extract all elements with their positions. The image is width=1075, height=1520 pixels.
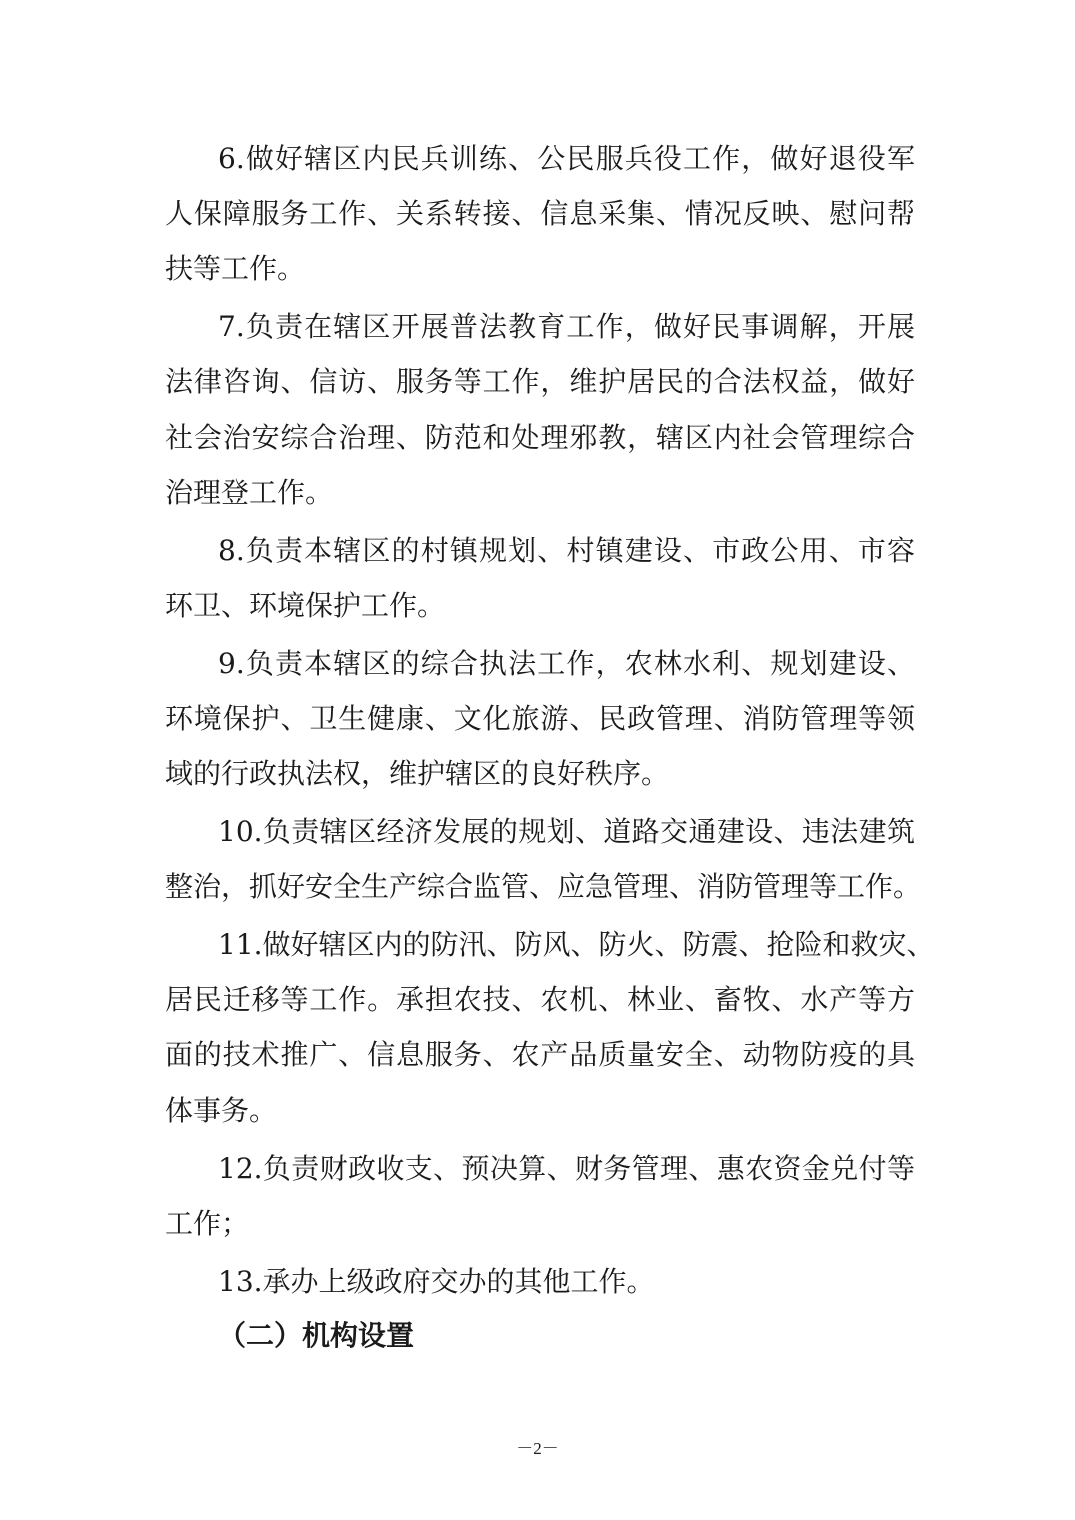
paragraph-line: 体事务。 xyxy=(165,1094,278,1127)
paragraph-line: 7.负责在辖区开展普法教育工作，做好民事调解，开展 xyxy=(218,310,915,343)
paragraph-line: 治理登工作。 xyxy=(165,476,334,509)
paragraph-line: 环卫、环境保护工作。 xyxy=(165,589,446,622)
page-number: －2－ xyxy=(516,1439,559,1458)
section-heading: （二）机构设置 xyxy=(218,1319,415,1352)
paragraph-line: 法律咨询、信访、服务等工作，维护居民的合法权益，做好 xyxy=(165,365,915,398)
paragraph-line: 环境保护、卫生健康、文化旅游、民政管理、消防管理等领 xyxy=(165,702,915,735)
paragraph-line: 扶等工作。 xyxy=(165,252,306,285)
paragraph-line: 8.负责本辖区的村镇规划、村镇建设、市政公用、市容 xyxy=(218,534,915,567)
paragraph-line: 6.做好辖区内民兵训练、公民服兵役工作，做好退役军 xyxy=(218,142,915,175)
paragraph-line: 居民迁移等工作。承担农技、农机、林业、畜牧、水产等方 xyxy=(165,983,915,1016)
paragraph-line: 13.承办上级政府交办的其他工作。 xyxy=(218,1265,655,1298)
paragraph-line: 整治，抓好安全生产综合监管、应急管理、消防管理等工作。 xyxy=(165,870,922,903)
paragraph-line: 9.负责本辖区的综合执法工作，农林水利、规划建设、 xyxy=(218,647,915,680)
paragraph-line: 工作； xyxy=(165,1207,250,1240)
paragraph-line: 11.做好辖区内的防汛、防风、防火、防震、抢险和救灾、 xyxy=(218,928,935,961)
paragraph-line: 社会治安综合治理、防范和处理邪教，辖区内社会管理综合 xyxy=(165,421,915,454)
paragraph-line: 12.负责财政收支、预决算、财务管理、惠农资金兑付等 xyxy=(218,1152,915,1185)
paragraph-line: 面的技术推广、信息服务、农产品质量安全、动物防疫的具 xyxy=(165,1038,915,1071)
paragraph-line: 域的行政执法权，维护辖区的良好秩序。 xyxy=(165,757,670,790)
paragraph-line: 人保障服务工作、关系转接、信息采集、情况反映、慰问帮 xyxy=(165,197,915,230)
paragraph-line: 10.负责辖区经济发展的规划、道路交通建设、违法建筑 xyxy=(218,815,915,848)
